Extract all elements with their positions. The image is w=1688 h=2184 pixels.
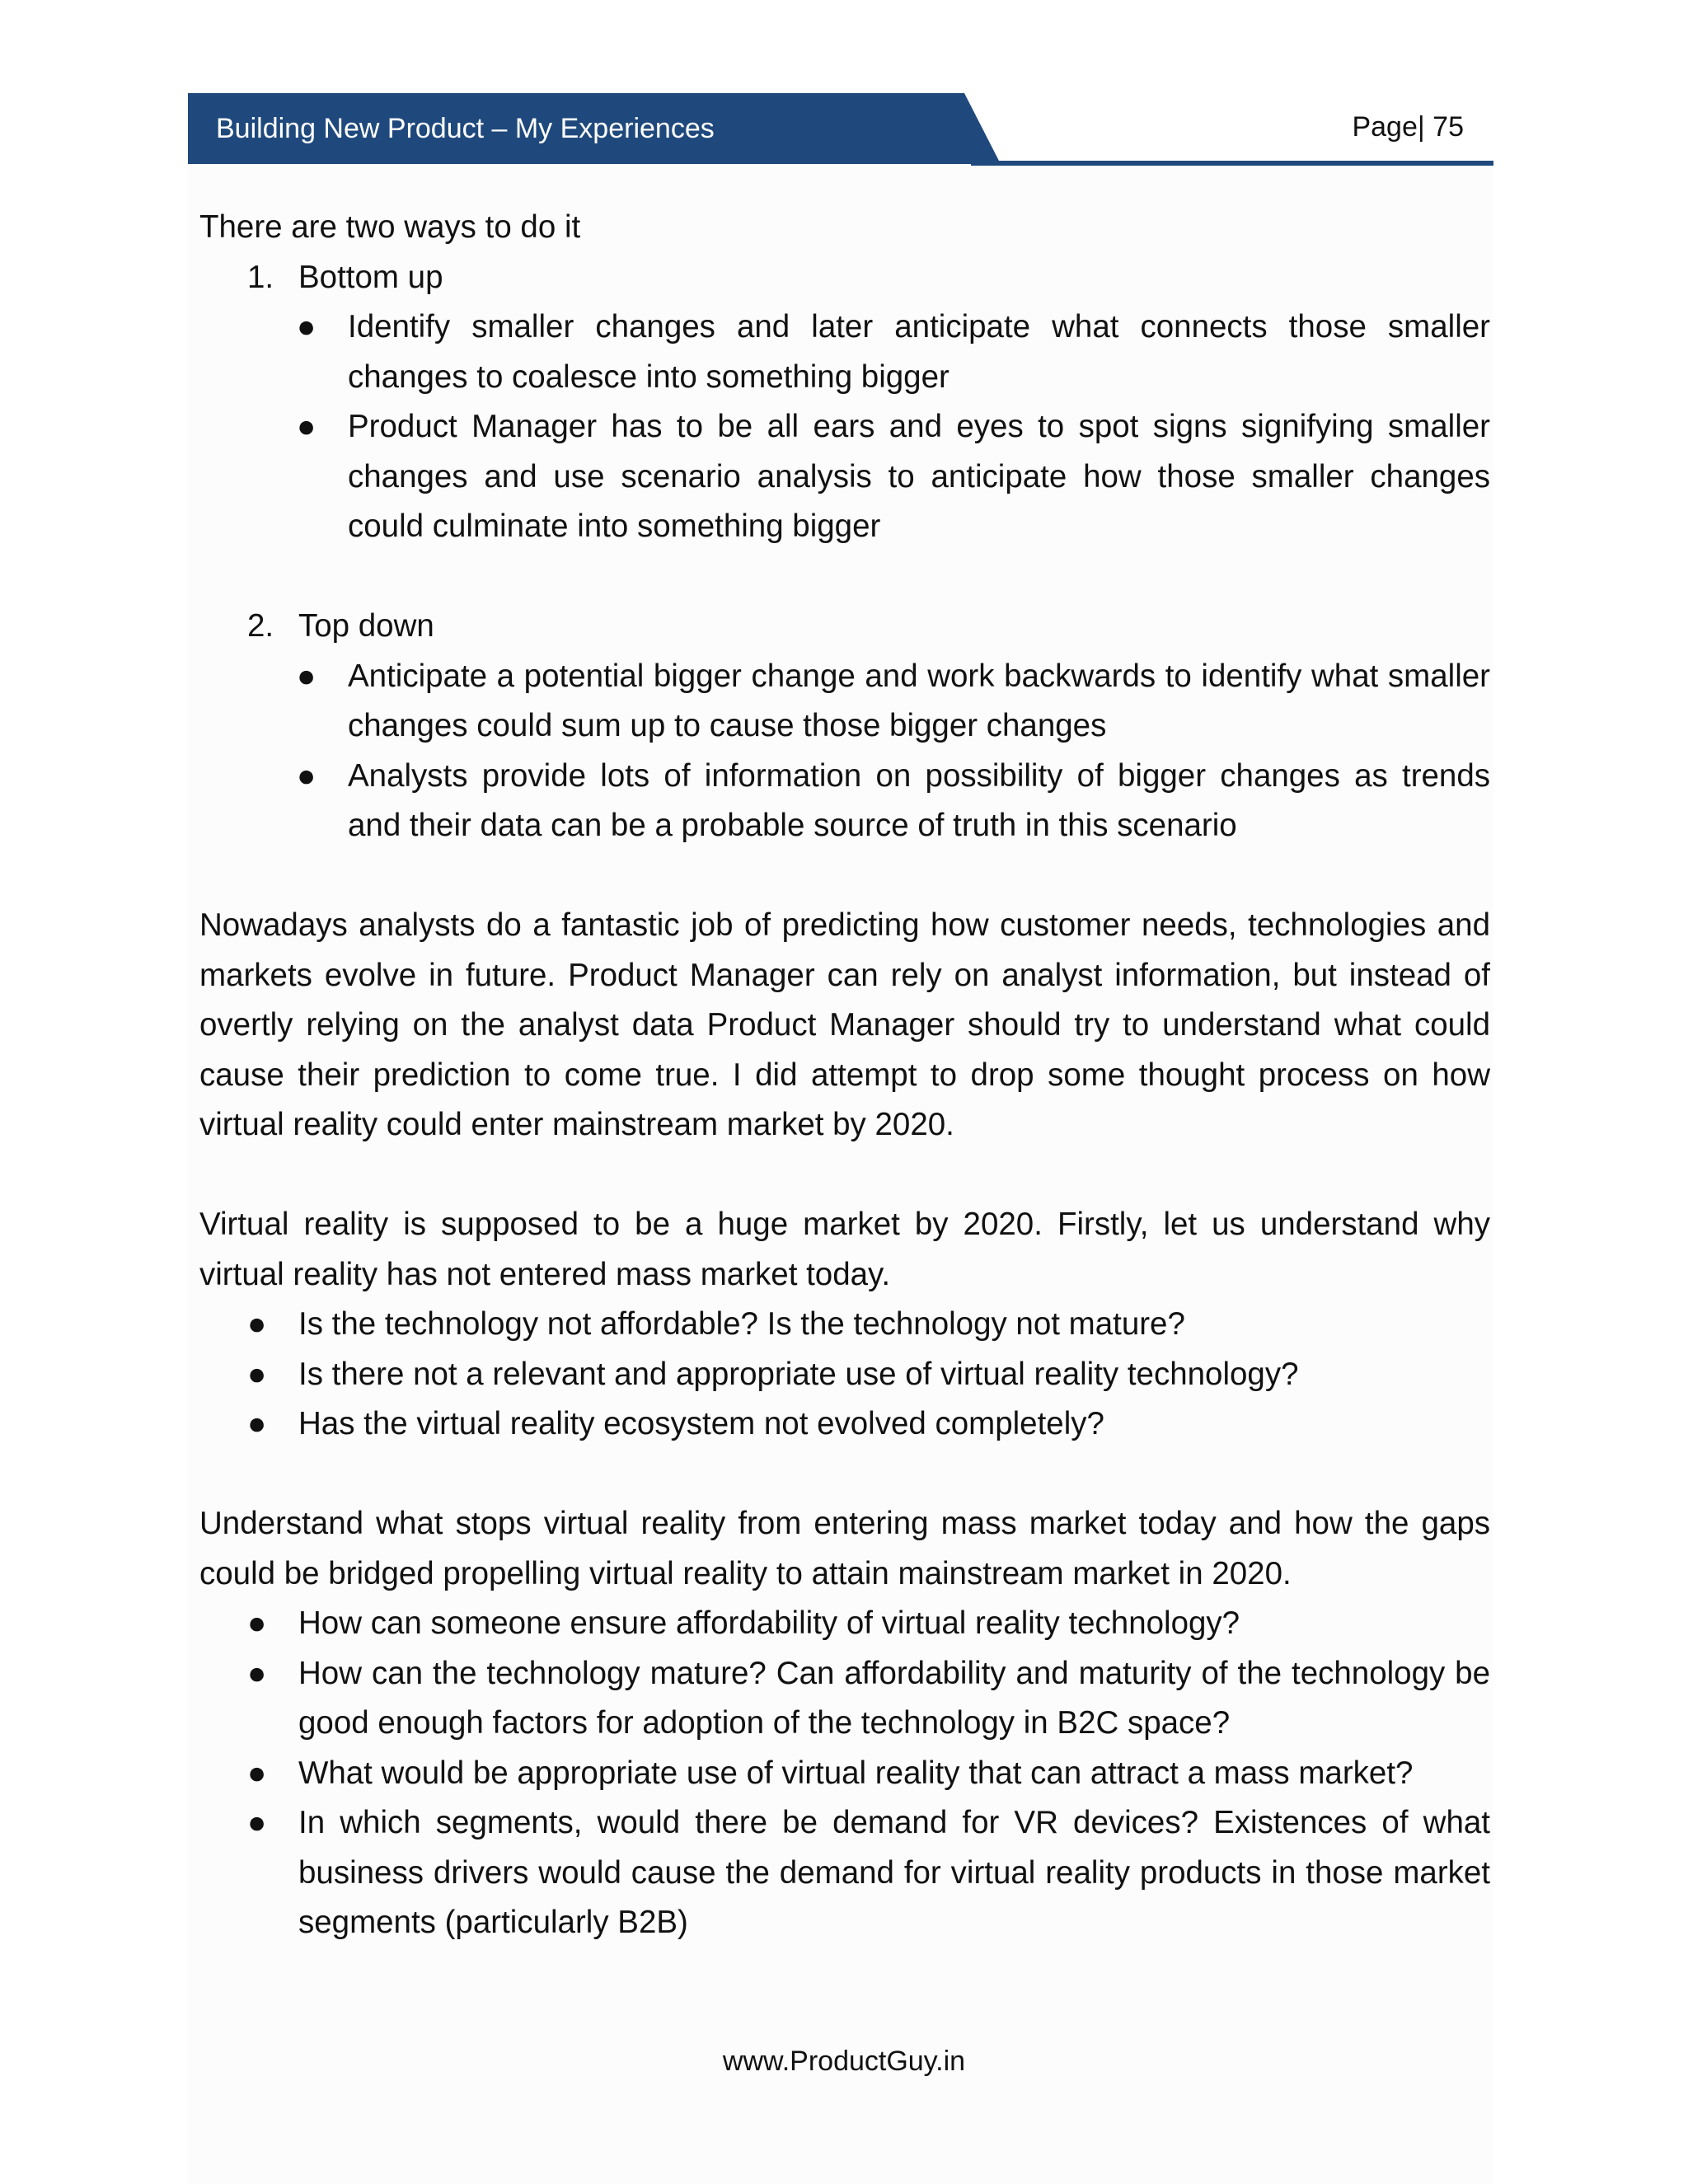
list-item [199,1350,1490,1400]
bullet-dot-icon: ● [247,1356,267,1392]
list-item-text: Is there not a relevant and appropriate use of virtual reality technology? [298,1356,1299,1392]
footer-url: www.ProductGuy.in [722,2046,966,2077]
list-item [199,1599,1490,1649]
bullet-dot-icon: ● [297,409,316,444]
page-separator: | [1417,111,1425,143]
book-title: Building New Product – My Experiences [216,113,715,144]
bullet-dot-icon: ● [247,1655,267,1691]
intro-paragraph: There are two ways to do it [199,209,581,245]
list-item [199,1399,1490,1450]
page-label: Page [1352,111,1418,143]
list-item-text: How can someone ensure affordability of virtual reality technology? [298,1605,1240,1641]
page-number-label [1352,111,1464,143]
page-content [199,203,1490,1948]
numbered-item-bottom-up [199,253,1490,303]
page-number: 75 [1432,111,1464,143]
list-item-text: In which segments, would there be demand for VR devices? Existences of what business drivers would cause the demand for virtual reality products in those market segments (particularly B2B) [298,1805,1490,1940]
list-item [199,302,1490,402]
list-item-title: Bottom up [298,259,443,295]
analysts-paragraph: Nowadays analysts do a fantastic job of predicting how customer needs, technologies and markets evolve in future. Product Manager can rely on analyst information, but instead of overtly relying on the analyst data Product Manager should try to understand what could cause their prediction to come true. I did attempt to drop some thought process on how virtual reality could enter mainstream market by 2020. [199,907,1490,1142]
vr-paragraph: Virtual reality is supposed to be a huge market by 2020. Firstly, let us understand why virtual reality has not entered mass market today. [199,1207,1490,1292]
list-item-text: Is the technology not affordable? Is the technology not mature? [298,1306,1185,1342]
list-item-text: Analysts provide lots of information on possibility of bigger changes as trends and their data can be a probable source of truth in this scenario [348,757,1490,843]
bullet-dot-icon: ● [247,1805,267,1840]
list-item-text: What would be appropriate use of virtual reality that can attract a mass market? [298,1755,1414,1791]
list-item-text: Anticipate a potential bigger change and work backwards to identify what smaller changes could sum up to cause those bigger changes [348,658,1490,743]
list-item [199,1300,1490,1350]
header-rule [971,161,1493,166]
list-item [199,652,1490,752]
bullet-dot-icon: ● [297,658,316,694]
bullet-dot-icon: ● [247,1306,267,1342]
list-item [199,402,1490,552]
bullet-dot-icon: ● [297,757,316,794]
list-item [199,1749,1490,1799]
understand-paragraph: Understand what stops virtual reality from entering mass market today and how the gaps could be bridged propelling virtual reality to attain mainstream market in 2020. [199,1506,1490,1591]
numbered-item-top-down [199,602,1490,652]
bullet-dot-icon: ● [297,309,316,344]
list-item-text: How can the technology mature? Can affordability and maturity of the technology be good enough factors for adoption of the technology in B2C space? [298,1655,1490,1741]
page-header [188,93,1493,167]
list-item [199,1649,1490,1749]
list-item [199,1798,1490,1948]
list-number: 1. [247,259,274,295]
list-item-text: Identify smaller changes and later anticipate what connects those smaller changes to coalesce into something bigger [348,309,1490,395]
list-item-title: Top down [298,608,434,644]
list-item-text: Product Manager has to be all ears and eyes to spot signs signifying smaller changes and use scenario analysis to anticipate how those smaller changes could culminate into something bigger [348,409,1490,544]
bullet-dot-icon: ● [247,1605,267,1641]
list-number: 2. [247,608,274,644]
list-item [199,752,1490,851]
bullet-dot-icon: ● [247,1755,267,1791]
bullet-dot-icon: ● [247,1406,267,1441]
list-item-text: Has the virtual reality ecosystem not evolved completely? [298,1406,1104,1441]
